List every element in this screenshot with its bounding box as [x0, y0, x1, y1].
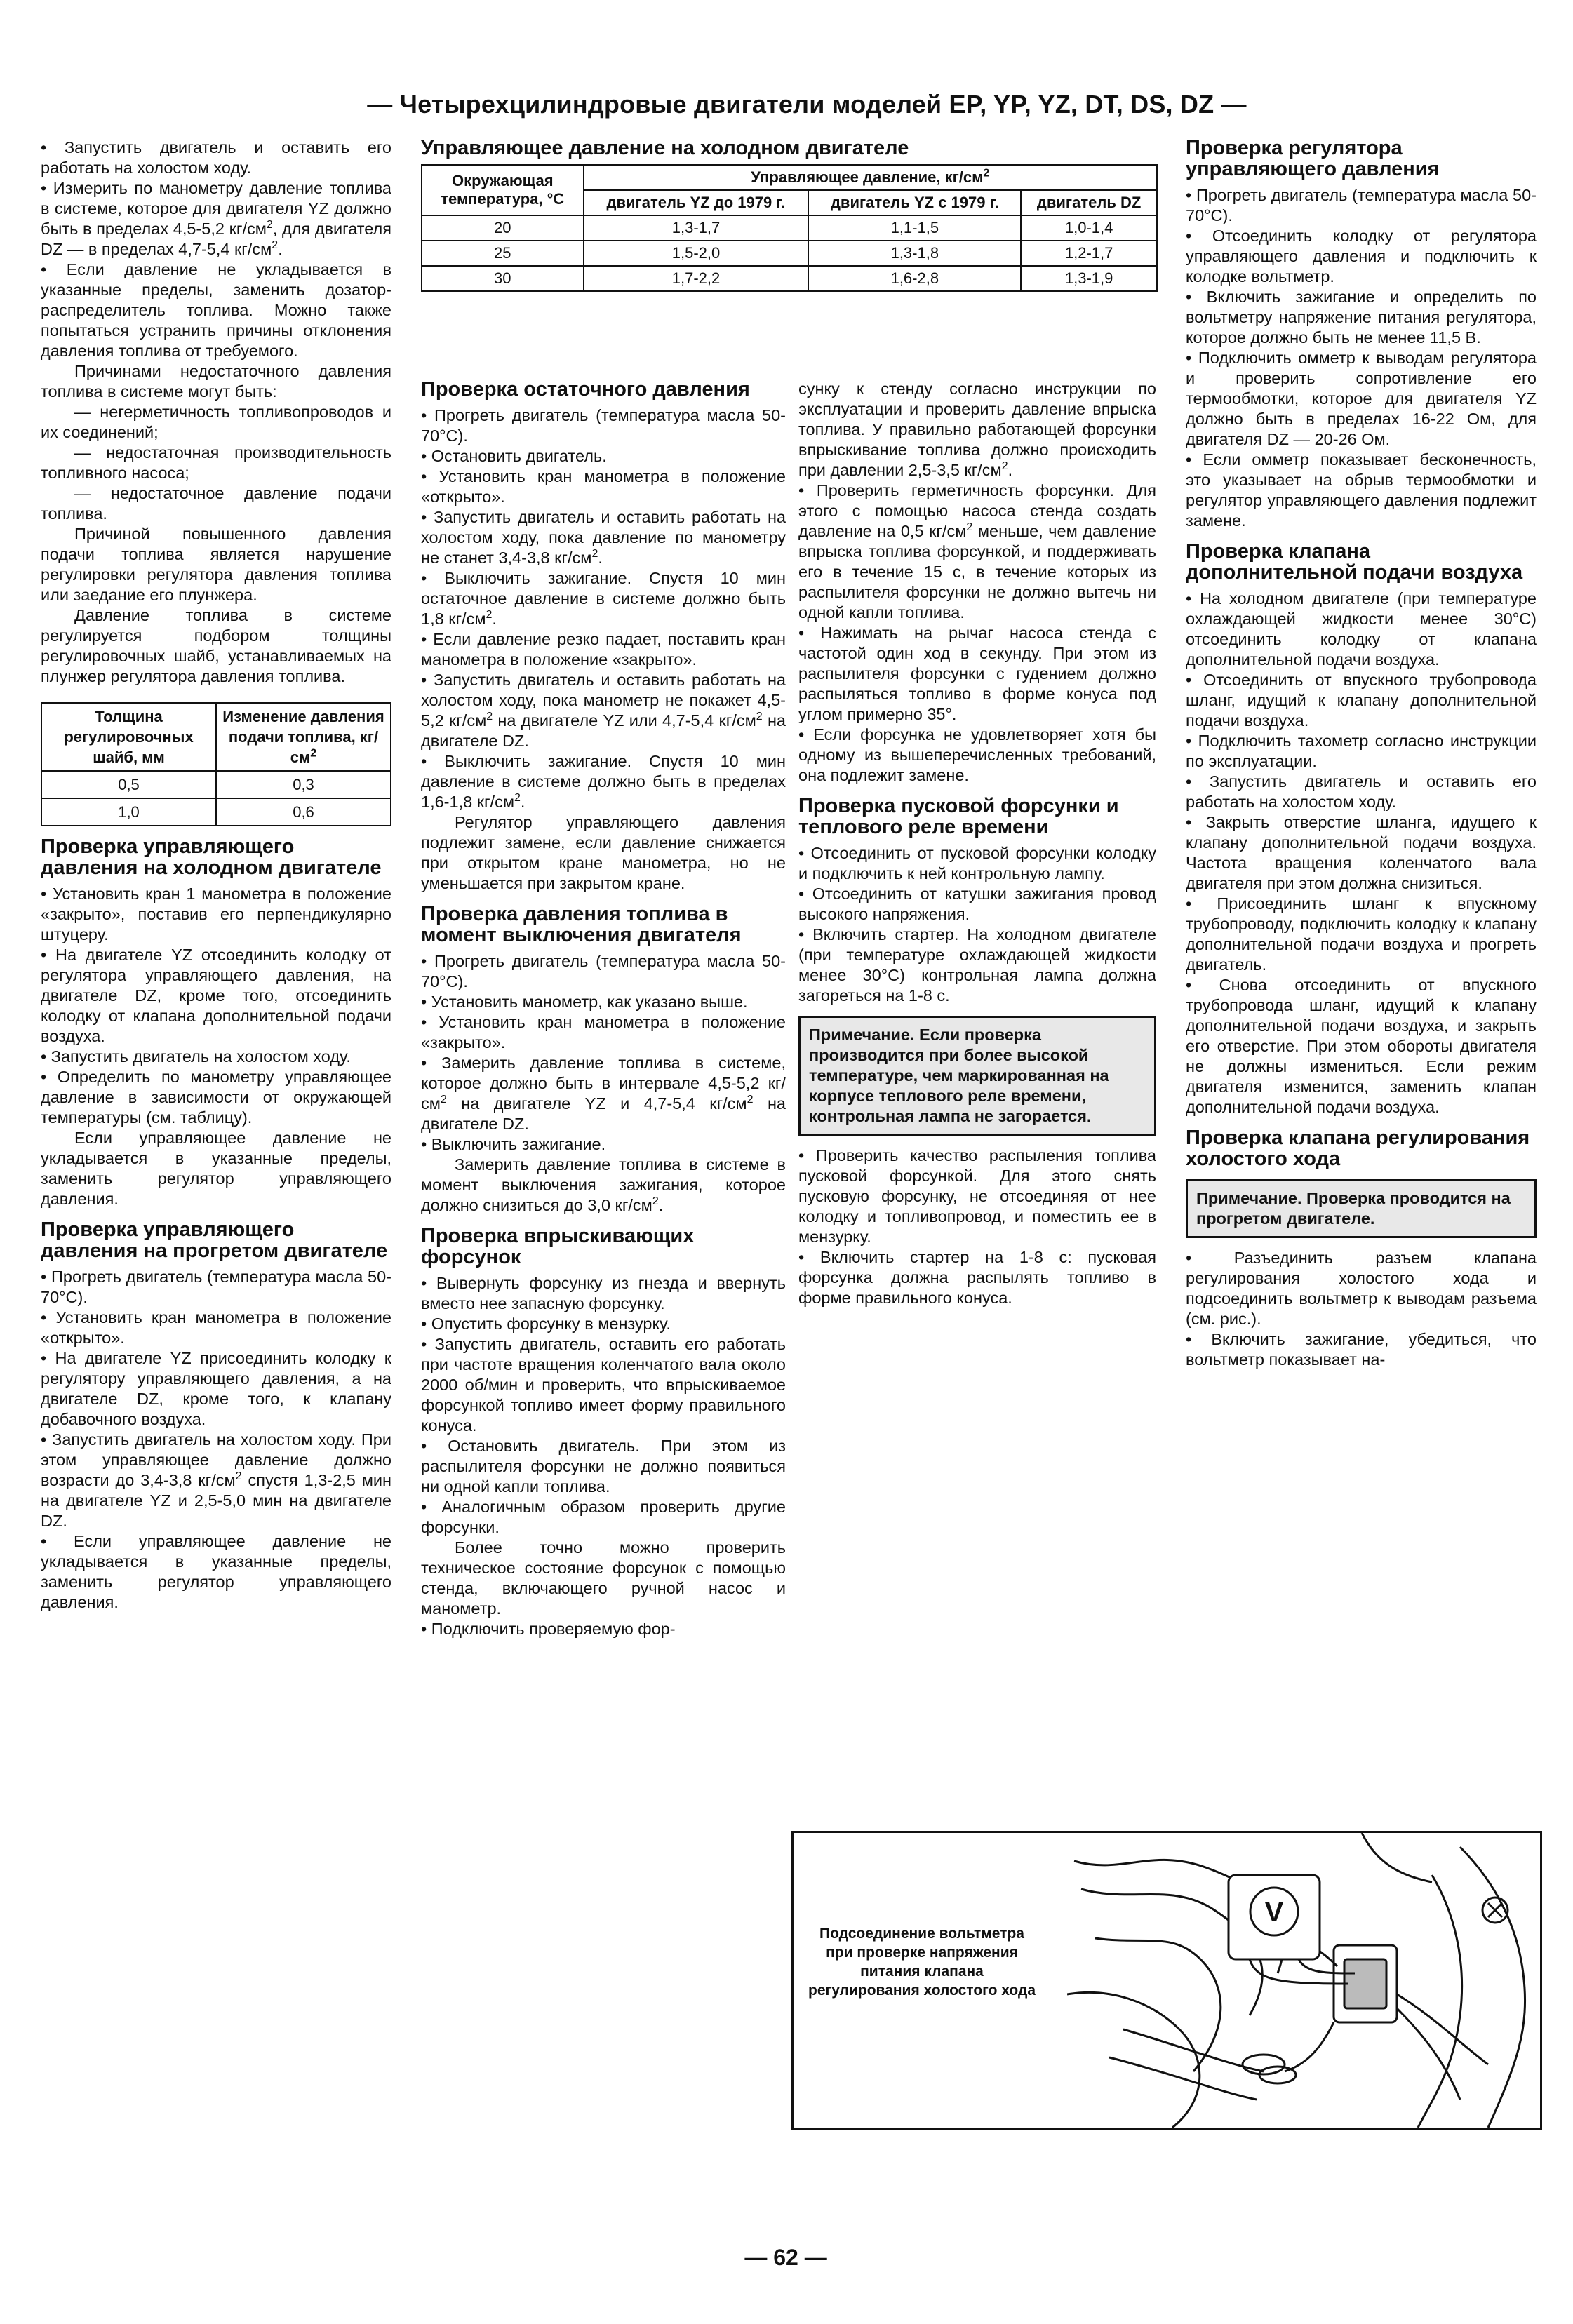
table-title: Управляющее давление на холодном двигателе	[421, 137, 909, 159]
paragraph: • Нажимать на рычаг насоса стенда с частотой один ход в секунду. При этом из распылителя форсунки с гудением должно распыляться топливо в форме конуса под углом примерно 35°.	[798, 623, 1156, 725]
paragraph: • Если давление не укладывается в указанные пределы, заменить дозатор-распределитель топлива. Можно также попытаться устранить причины отклонения давления топлива от требуемого.	[41, 260, 391, 361]
paragraph: — недостаточная производительность топливного насоса;	[41, 443, 391, 482]
paragraph: • Подключить проверяемую фор-	[421, 1619, 786, 1639]
paragraph: • Выключить зажигание. Спустя 10 мин остаточное давление в системе должно быть 1,8 $кг/см^2$.	[421, 568, 786, 629]
voltmeter-figure	[791, 1831, 1542, 2130]
paragraph: • На холодном двигателе (при температуре охлаждающей жидкости менее 30°С) отсоединить колодку от клапана дополнительной подачи воздуха.	[1186, 589, 1537, 670]
paragraph: • Остановить двигатель.	[421, 446, 786, 466]
paragraph: — негерметичность топливопроводов и их соединений;	[41, 403, 391, 441]
table-cell: 1,3-1,8	[808, 241, 1021, 266]
paragraph: • Выключить зажигание.	[421, 1134, 786, 1155]
table-cell: 1,0-1,4	[1021, 215, 1157, 241]
paragraph: • Прогреть двигатель (температура масла 50-70°С).	[421, 405, 786, 446]
paragraph: Если управляющее давление не укладывается в указанные пределы, заменить регулятор управляющего давления.	[41, 1129, 391, 1208]
paragraph: Регулятор управляющего давления подлежит замене, если давление снижается при открытом кране манометра, но не уменьшается при закрытом кране.	[421, 813, 786, 892]
paragraph: • Включить стартер на 1-8 с: пусковая форсунка должна распылять топливо в форме правильного конуса.	[798, 1247, 1156, 1308]
paragraph: • Если форсунка не удовлетворяет хотя бы одному из вышеперечисленных требований, она подлежит замене.	[798, 725, 1156, 786]
section-heading: Проверка клапана регулирования холостого хода	[1186, 1127, 1530, 1170]
note-box: Примечание. Если проверка производится при более высокой температуре, чем маркированная на корпусе теплового реле времени, контрольная лампа не загорается.	[798, 1016, 1156, 1136]
paragraph: • Прогреть двигатель (температура масла 50-70°С).	[421, 951, 786, 992]
table-cell: 1,2-1,7	[1021, 241, 1157, 266]
shim-table	[41, 702, 391, 826]
paragraph: • Если управляющее давление не укладывается в указанные пределы, заменить регулятор управляющего давления.	[41, 1531, 391, 1613]
paragraph: • Вывернуть форсунку из гнезда и ввернуть вместо нее запасную форсунку.	[421, 1273, 786, 1314]
paragraph: • Снова отсоединить от впускного трубопровода шланг, идущий к клапану дополнительной подачи воздуха, и закрыть его отверстие. При этом обороты двигателя не должны измениться. Если режим двигателя изменится, заменить клапан дополнительной подачи воздуха.	[1186, 975, 1537, 1117]
table-cell: 1,7-2,2	[584, 266, 809, 291]
paragraph: • Подключить тахометр согласно инструкции по эксплуатации.	[1186, 731, 1537, 772]
paragraph: • Замерить давление топлива в системе, которое должно быть в интервале 4,5-5,2 $кг/см^2$ на двигателе YZ и 4,7-5,4 $кг/см^2$ на двигателе DZ.	[421, 1053, 786, 1134]
table-cell: 1,3-1,9	[1021, 266, 1157, 291]
paragraph: Замерить давление топлива в системе в момент выключения зажигания, которое должно снизиться до 3,0 $кг/см^2$.	[421, 1155, 786, 1214]
note-box: Примечание. Проверка проводится на прогретом двигателе.	[1186, 1179, 1537, 1238]
paragraph: • Запустить двигатель и оставить его работать на холостом ходу.	[41, 137, 391, 178]
section-heading: Проверка пусковой форсунки и теплового реле времени	[798, 795, 1119, 838]
control-pressure-table	[421, 164, 1158, 292]
paragraph: • Установить кран 1 манометра в положение «закрыто», поставив его перпендикулярно штуцеру.	[41, 884, 391, 945]
svg-text:V: V	[1264, 1897, 1284, 1928]
paragraph: • Аналогичным образом проверить другие форсунки.	[421, 1497, 786, 1538]
paragraph: • Запустить двигатель, оставить его работать при частоте вращения коленчатого вала около 2000 об/мин и проверить, что впрыскиваемое форсункой топливо имеет форму правильного конуса.	[421, 1334, 786, 1436]
paragraph: • Запустить двигатель и оставить его работать на холостом ходу.	[1186, 772, 1537, 812]
section-heading: Проверка остаточного давления	[421, 378, 750, 401]
paragraph: • Отсоединить от впускного трубопровода шланг, идущий к клапану дополнительной подачи воздуха.	[1186, 670, 1537, 731]
table-header: двигатель YZ до 1979 г.	[584, 190, 809, 215]
paragraph: • Подключить омметр к выводам регулятора и проверить сопротивление его термообмотки, которое для двигателя YZ должно быть в пределах 16-22 Ом, для двигателя DZ — 20-26 Ом.	[1186, 348, 1537, 450]
paragraph: • На двигателе YZ отсоединить колодку от регулятора управляющего давления, на двигателе DZ, кроме того, отсоединить колодку от клапана дополнительной подачи воздуха.	[41, 945, 391, 1047]
table-cell: 1,0	[41, 798, 216, 826]
table-cell: 20	[422, 215, 584, 241]
paragraph: • Запустить двигатель и оставить работать на холостом ходу, пока манометр не покажет 4,5-5,2 $кг/см^2$ на двигателе YZ или 4,7-5,4 $кг/см^2$ на двигателе DZ.	[421, 670, 786, 751]
section-heading: Проверка давления топлива в момент выключения двигателя	[421, 903, 742, 946]
section-heading: Проверка управляющего давления на холодном двигателе	[41, 835, 382, 879]
paragraph: сунку к стенду согласно инструкции по эксплуатации и проверить давление впрыска топлива. У правильно работающей форсунки впрыскивание топлива должно происходить при давлении 2,5-3,5 $кг/см^2$.	[798, 380, 1156, 479]
paragraph: Причинами недостаточного давления топлива в системе могут быть:	[41, 362, 391, 401]
paragraph: • Закрыть отверстие шланга, идущего к клапану дополнительной подачи воздуха. Частота вращения коленчатого вала двигателя при этом должна снизиться.	[1186, 812, 1537, 894]
column-3	[798, 379, 1156, 1308]
paragraph: • Остановить двигатель. При этом из распылителя форсунки не должно появиться ни одной капли топлива.	[421, 1436, 786, 1497]
paragraph: • Если давление резко падает, поставить кран манометра в положение «закрыто».	[421, 629, 786, 670]
paragraph: • Установить кран манометра в положение «закрыто».	[421, 1012, 786, 1053]
paragraph: • Присоединить шланг к впускному трубопроводу, подключить колодку к клапану дополнительной подачи воздуха и прогреть двигатель.	[1186, 894, 1537, 975]
paragraph: • Установить манометр, как указано выше.	[421, 992, 786, 1012]
section-heading: Проверка управляющего давления на прогретом двигателе	[41, 1218, 388, 1262]
paragraph: • Определить по манометру управляющее давление в зависимости от окружающей температуры (см. таблицу).	[41, 1067, 391, 1128]
paragraph: • Установить кран манометра в положение «открыто».	[421, 466, 786, 507]
voltmeter-icon	[1229, 1875, 1355, 1984]
paragraph: Давление топлива в системе регулируется подбором толщины регулировочных шайб, устанавливаемых на плунжер регулятора давления топлива.	[41, 606, 391, 685]
page-number: — 62 —	[744, 2245, 827, 2270]
table-cell: 0,6	[216, 798, 391, 826]
column-2	[421, 379, 786, 1639]
paragraph: • Запустить двигатель и оставить работать на холостом ходу, пока давление по манометру не станет 3,4-3,8 $кг/см^2$.	[421, 507, 786, 568]
table-header: двигатель DZ	[1021, 190, 1157, 215]
paragraph: • Установить кран манометра в положение «открыто».	[41, 1308, 391, 1348]
section-heading: Проверка клапана дополнительной подачи воздуха	[1186, 540, 1523, 584]
table-cell: 1,3-1,7	[584, 215, 809, 241]
paragraph: Причиной повышенного давления подачи топлива является нарушение регулировки регулятора давления топлива или заедание его плунжера.	[41, 525, 391, 604]
paragraph: • Запустить двигатель на холостом ходу.	[41, 1047, 391, 1067]
section-heading: Проверка регулятора управляющего давления	[1186, 137, 1440, 180]
table-cell: 1,1-1,5	[808, 215, 1021, 241]
table-header: двигатель YZ с 1979 г.	[808, 190, 1021, 215]
table-cell: 25	[422, 241, 584, 266]
paragraph: • Отсоединить колодку от регулятора управляющего давления и подключить к колодке вольтметр.	[1186, 226, 1537, 287]
column-1	[41, 137, 391, 1613]
table-header: Окружающая температура, °С	[422, 165, 584, 215]
paragraph: • Выключить зажигание. Спустя 10 мин давление в системе должно быть в пределах 1,6-1,8 $кг/см^2$.	[421, 751, 786, 812]
running-header: — Четырехцилиндровые двигатели моделей EP, YP, YZ, DT, DS, DZ —	[367, 90, 1247, 119]
paragraph: • Прогреть двигатель (температура масла 50-70°С).	[41, 1267, 391, 1308]
paragraph: • Запустить двигатель на холостом ходу. При этом управляющее давление должно возрасти до 3,4-3,8 $кг/см^2$ спустя 1,3-2,5 мин на двигателе YZ и 2,5-5,0 мин на двигателе DZ.	[41, 1430, 391, 1531]
paragraph: • Включить стартер. На холодном двигателе (при температуре охлаждающей жидкости менее 30°С) контрольная лампа должна загореться на 1-8 с.	[798, 925, 1156, 1006]
paragraph: • На двигателе YZ присоединить колодку к регулятору управляющего давления, а на двигателе DZ, кроме того, к клапану добавочного воздуха.	[41, 1348, 391, 1430]
table-cell: 0,5	[41, 771, 216, 798]
table-cell: 1,5-2,0	[584, 241, 809, 266]
paragraph: Более точно можно проверить техническое состояние форсунок с помощью стенда, включающего ручной насос и манометр.	[421, 1538, 786, 1618]
paragraph: • Отсоединить от катушки зажигания провод высокого напряжения.	[798, 884, 1156, 925]
paragraph: • Измерить по манометру давление топлива в системе, которое для двигателя YZ должно быть в пределах 4,5-5,2 $кг/см^2$, для двигателя DZ — в пределах 4,7-5,4 $кг/см^2$.	[41, 178, 391, 260]
paragraph: — недостаточное давление подачи топлива.	[41, 484, 391, 523]
control-pressure-table-block	[421, 137, 1158, 292]
engine-wiring-illustration	[1067, 1833, 1540, 2128]
table-header: Управляющее давление, $кг/см^2$	[584, 165, 1157, 190]
paragraph: • Включить зажигание, убедиться, что вольтметр показывает на-	[1186, 1329, 1537, 1370]
paragraph: • Прогреть двигатель (температура масла 50-70°С).	[1186, 185, 1537, 226]
table-cell: 0,3	[216, 771, 391, 798]
paragraph: • Опустить форсунку в мензурку.	[421, 1314, 786, 1334]
figure-caption: Подсоединение вольтметра при проверке напряжения питания клапана регулирования холостого хода	[808, 1926, 1036, 1999]
paragraph: • Включить зажигание и определить по вольтметру напряжение питания регулятора, которое должно быть не менее 11,5 В.	[1186, 287, 1537, 348]
paragraph: • Если омметр показывает бесконечность, это указывает на обрыв термообмотки и регулятор управляющего давления подлежит замене.	[1186, 450, 1537, 531]
paragraph: • Проверить качество распыления топлива пусковой форсункой. Для этого снять пусковую форсунку, не отсоединяя от нее колодку и топливопровод, и поместить ее в мензурку.	[798, 1146, 1156, 1247]
section-heading: Проверка впрыскивающих форсунок	[421, 1225, 695, 1268]
paragraph: • Отсоединить от пусковой форсунки колодку и подключить к ней контрольную лампу.	[798, 843, 1156, 884]
table-cell: 1,6-2,8	[808, 266, 1021, 291]
column-4	[1186, 137, 1537, 1370]
shim-table-header: Толщина регулировочных шайб, мм	[41, 703, 216, 771]
shim-table-header: Изменение давления подачи топлива, $кг/см^2$	[216, 703, 391, 771]
paragraph: • Проверить герметичность форсунки. Для этого с помощью насоса стенда создать давление на 0,5 $кг/см^2$ меньше, чем давление впрыска топлива форсункой, и поддерживать его в течение 15 с, в течение которых из распылителя форсунки не должно вытечь ни одной капли топлива.	[798, 481, 1156, 623]
paragraph: • Разъединить разъем клапана регулирования холостого хода и подсоединить вольтметр к выводам разъема (см. рис.).	[1186, 1248, 1537, 1329]
table-cell: 30	[422, 266, 584, 291]
